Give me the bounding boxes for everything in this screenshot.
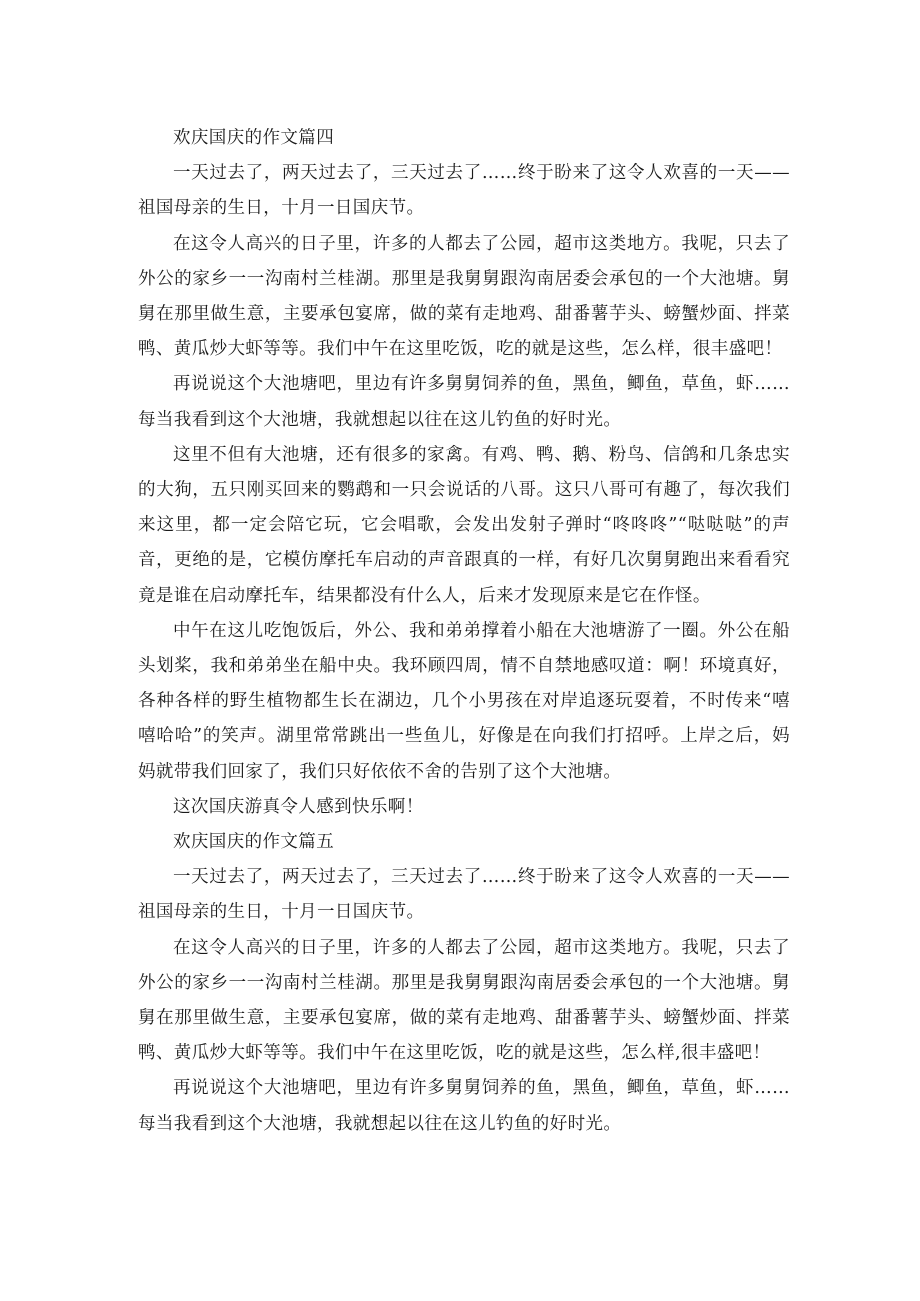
paragraph: 一天过去了，两天过去了，三天过去了……终于盼来了这令人欢喜的一天——祖国母亲的生日，十月一日国庆节。 [138, 867, 790, 923]
paragraph: 在这令人高兴的日子里，许多的人都去了公园，超市这类地方。我呢，只去了外公的家乡一一沟南村兰桂湖。那里是我舅舅跟沟南居委会承包的一个大池塘。舅舅在那里做生意，主要承包宴席，做的菜有走地鸡、甜番薯芋头、螃蟹炒面、拌菜鸭、黄瓜炒大虾等等。我们中午在这里吃饭，吃的就是这些，怎么样,很丰盛吧！ [138, 937, 790, 1064]
paragraph: 这里不但有大池塘，还有很多的家禽。有鸡、鸭、鹅、粉鸟、信鸽和几条忠实的大狗，五只刚买回来的鹦鹉和一只会说话的八哥。这只八哥可有趣了，每次我们来这里，都一定会陪它玩，它会唱歌，会发出发射子弹时“咚咚咚”“哒哒哒”的声音，更绝的是，它模仿摩托车启动的声音跟真的一样，有好几次舅舅跑出来看看究竟是谁在启动摩托车，结果都没有什么人，后来才发现原来是它在作怪。 [138, 444, 790, 606]
paragraph: 在这令人高兴的日子里，许多的人都去了公园，超市这类地方。我呢，只去了外公的家乡一一沟南村兰桂湖。那里是我舅舅跟沟南居委会承包的一个大池塘。舅舅在那里做生意，主要承包宴席，做的菜有走地鸡、甜番薯芋头、螃蟹炒面、拌菜鸭、黄瓜炒大虾等等。我们中午在这里吃饭，吃的就是这些，怎么样，很丰盛吧！ [138, 233, 790, 360]
section-title: 欢庆国庆的作文篇四 [173, 128, 335, 148]
section-title: 欢庆国庆的作文篇五 [173, 832, 335, 853]
paragraph: 一天过去了，两天过去了，三天过去了……终于盼来了这令人欢喜的一天——祖国母亲的生日，十月一日国庆节。 [138, 163, 790, 219]
document-page [138, 121, 790, 1142]
paragraph: 这次国庆游真令人感到快乐啊！ [173, 796, 424, 817]
paragraph: 再说说这个大池塘吧，里边有许多舅舅饲养的鱼，黑鱼，鲫鱼，草鱼，虾……每当我看到这个大池塘，我就想起以往在这儿钓鱼的好时光。 [138, 1078, 790, 1134]
paragraph: 再说说这个大池塘吧，里边有许多舅舅饲养的鱼，黑鱼，鲫鱼，草鱼，虾……每当我看到这个大池塘，我就想起以往在这儿钓鱼的好时光。 [138, 374, 790, 430]
paragraph: 中午在这儿吃饱饭后，外公、我和弟弟撑着小船在大池塘游了一圈。外公在船头划桨，我和弟弟坐在船中央。我环顾四周，情不自禁地感叹道：啊！环境真好，各种各样的野生植物都生长在湖边，几个小男孩在对岸追逐玩耍着，不时传来“嘻嘻哈哈”的笑声。湖里常常跳出一些鱼儿，好像是在向我们打招呼。上岸之后，妈妈就带我们回家了，我们只好依依不舍的告别了这个大池塘。 [138, 620, 790, 782]
